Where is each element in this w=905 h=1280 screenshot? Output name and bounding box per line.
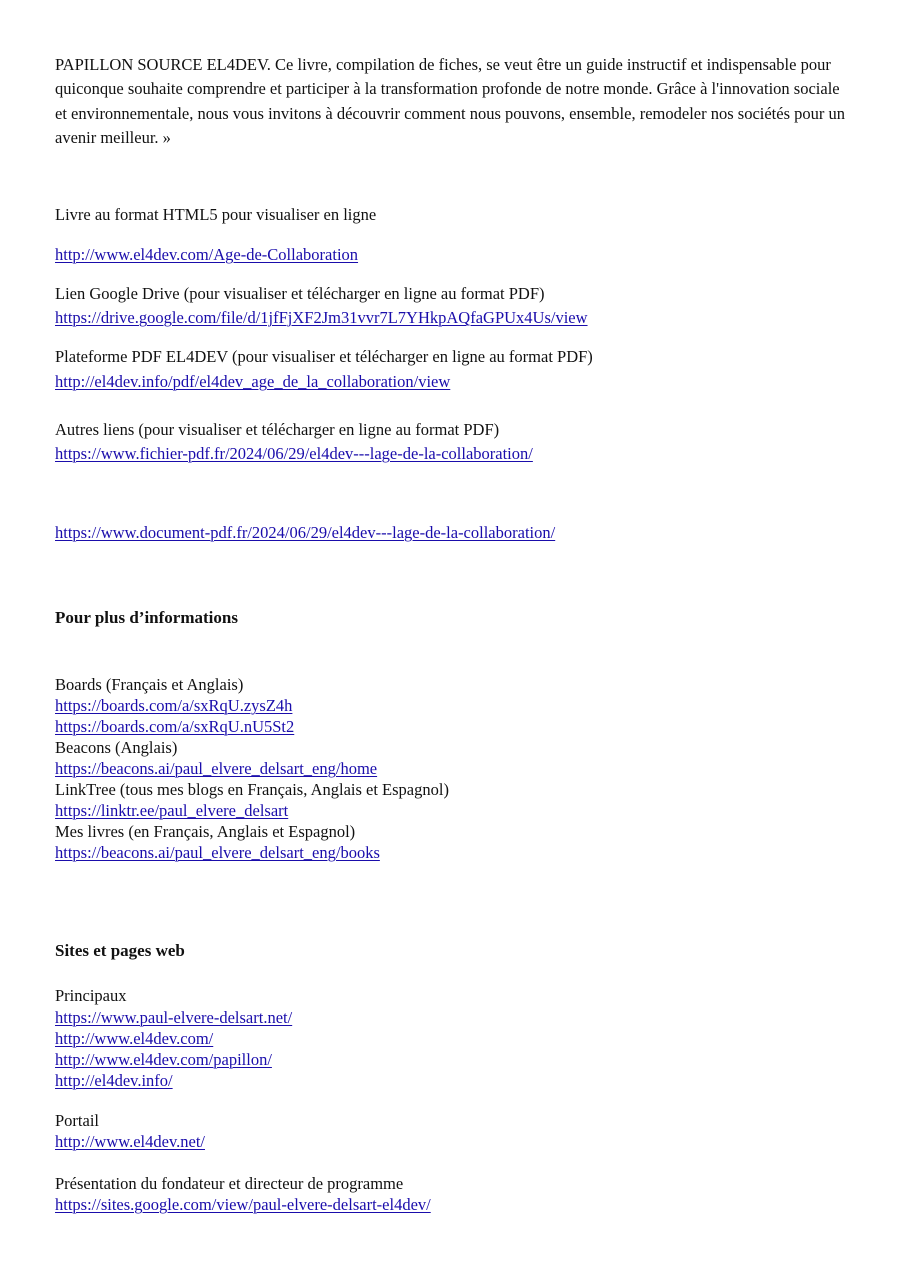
platform-link[interactable]: http://el4dev.info/pdf/el4dev_age_de_la_collaboration/view [55,372,451,391]
html5-link[interactable]: http://www.el4dev.com/Age-de-Collaboration [55,245,359,264]
more-info-label: Beacons (Anglais) [55,738,178,757]
more-info-link[interactable]: https://boards.com/a/sxRqU.zysZ4h [55,696,293,715]
more-info-label: Mes livres (en Français, Anglais et Espagnol) [55,822,356,841]
more-info-list [55,674,449,863]
main-site-link[interactable]: http://www.el4dev.com/ [55,1029,214,1048]
founder-link[interactable]: https://sites.google.com/view/paul-elvere-delsart-el4dev/ [55,1195,431,1214]
more-info-heading: Pour plus d’informations [55,608,238,627]
main-site-link[interactable]: https://www.paul-elvere-delsart.net/ [55,1008,293,1027]
portal-link[interactable]: http://www.el4dev.net/ [55,1132,205,1151]
gdrive-link[interactable]: https://drive.google.com/file/d/1jfFjXF2Jm31vvr7L7YHkpAQfaGPUx4Us/view [55,308,588,327]
more-info-label: LinkTree (tous mes blogs en Français, Anglais et Espagnol) [55,780,449,799]
html5-label: Livre au format HTML5 pour visualiser en ligne [55,205,377,224]
intro-paragraph: PAPILLON SOURCE EL4DEV. Ce livre, compilation de fiches, se veut être un guide instructif et indispensable pour quiconque souhaite comprendre et participer à la transformation profonde de notre monde. Grâce à l'innovation sociale et environnementale, nous vous invitons à découvrir comment nous pouvons, ensemble, remodeler nos sociétés pour un avenir meilleur. » [55,55,845,148]
more-info-link[interactable]: https://beacons.ai/paul_elvere_delsart_eng/home [55,759,378,778]
main-site-link[interactable]: http://el4dev.info/ [55,1071,173,1090]
main-site-link[interactable]: http://www.el4dev.com/papillon/ [55,1050,272,1069]
main-sites-label: Principaux [55,986,127,1005]
founder-label: Présentation du fondateur et directeur de programme [55,1174,404,1193]
main-sites-list [55,1007,292,1091]
sites-heading: Sites et pages web [55,941,185,960]
other-links-label: Autres liens (pour visualiser et télécharger en ligne au format PDF) [55,420,500,439]
more-info-label: Boards (Français et Anglais) [55,675,244,694]
more-info-link[interactable]: https://beacons.ai/paul_elvere_delsart_eng/books [55,843,380,862]
portal-label: Portail [55,1111,99,1130]
fichier-pdf-link[interactable]: https://www.fichier-pdf.fr/2024/06/29/el4dev---lage-de-la-collaboration/ [55,444,533,463]
gdrive-label: Lien Google Drive (pour visualiser et télécharger en ligne au format PDF) [55,284,545,303]
platform-label: Plateforme PDF EL4DEV (pour visualiser et télécharger en ligne au format PDF) [55,347,593,366]
document-pdf-link[interactable]: https://www.document-pdf.fr/2024/06/29/el4dev---lage-de-la-collaboration/ [55,523,556,542]
more-info-link[interactable]: https://boards.com/a/sxRqU.nU5St2 [55,717,295,736]
more-info-link[interactable]: https://linktr.ee/paul_elvere_delsart [55,801,289,820]
